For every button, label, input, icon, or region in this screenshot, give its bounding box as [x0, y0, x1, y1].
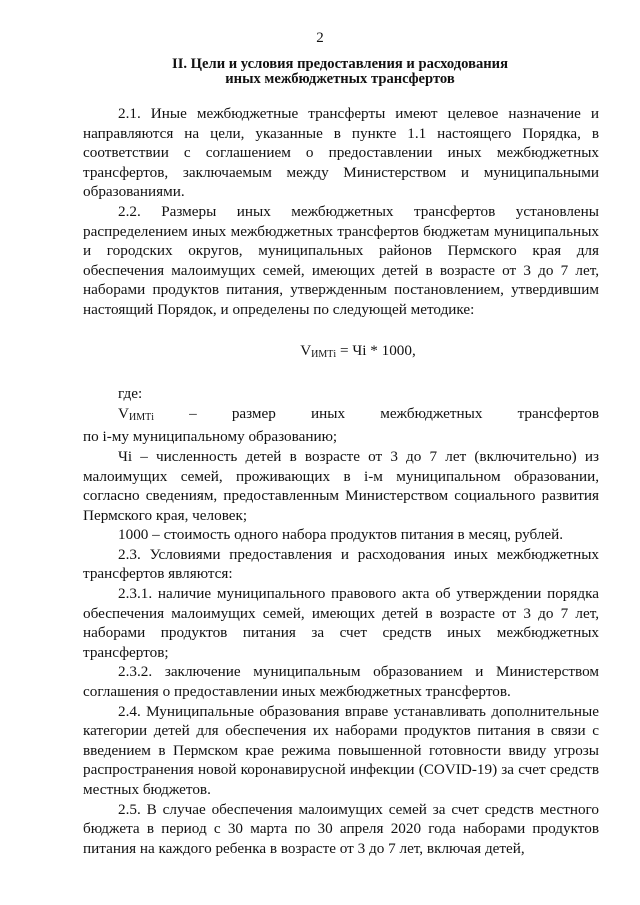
section-title-line-1: II. Цели и условия предоставления и расходования: [172, 56, 508, 72]
section-title: [90, 57, 590, 87]
definition-v-word: межбюджетных: [380, 404, 483, 422]
paragraph-2-1: 2.1. Иные межбюджетные трансферты имеют целевое назначение и направляются на цели, указанные в пункте 1.1 настоящего Порядка, в соответствии с соглашением о предоставлении иных межбюджетных трансфертов, заключаемым между Министерством и муниципальными образованиями.: [83, 105, 599, 201]
definition-v-continuation: по i-му муниципальному образованию;: [83, 428, 338, 446]
definition-ch: Чi – численность детей в возрасте от 3 до 7 лет (включительно) из малоимущих семей, проживающих в i-м муниципальном образовании, согласно сведениям, предоставленным Министерством социального развития Пермского края, человек;: [83, 447, 599, 524]
definition-v-word: размер: [231, 404, 276, 422]
paragraph-2-2: 2.2. Размеры иных межбюджетных трансфертов установлены распределением иных межбюджетных трансфертов бюджетам муниципальных и городских округов, муниципальных районов Пермского края для обеспечения малоимущих семей, имеющих детей в возрасте от 3 до 7 лет, наборами продуктов питания, утвержденным постановлением, утвердившим настоящий Порядок, и определены по следующей методике:: [83, 202, 599, 318]
section-title-line-2: иных межбюджетных трансфертов: [225, 71, 455, 87]
formula-expression: = Чi * 1000,: [336, 341, 416, 359]
where-label: где:: [118, 385, 143, 403]
definition-1000: 1000 – стоимость одного набора продуктов питания в месяц, рублей.: [118, 526, 564, 544]
page-number: 2: [316, 30, 324, 46]
formula-subscript: ИМТi: [311, 348, 337, 360]
paragraph-2-3: 2.3. Условиями предоставления и расходования иных межбюджетных трансфертов являются:: [83, 545, 599, 583]
document-body: [83, 104, 599, 858]
definition-v: [83, 404, 599, 447]
definition-v-line: [83, 404, 599, 428]
definition-v-word: трансфертов: [517, 404, 599, 422]
paragraph-2-3-1: 2.3.1. наличие муниципального правового акта об утверждении порядка обеспечения малоимущих семей, имеющих детей в возрасте от 3 до 7 лет, наборами продуктов питания за счет средств иных межбюджетных трансфертов;: [83, 585, 599, 661]
paragraph-2-4: 2.4. Муниципальные образования вправе устанавливать дополнительные категории детей для обеспечения их наборами продуктов питания в связи с введением в Пермском крае режима повышенной готовности ввиду угрозы распространения новой коронавирусной инфекции (COVID-19) за счет средств местных бюджетов.: [83, 702, 599, 798]
definition-v-dash: –: [189, 404, 197, 422]
definition-v-word: иных: [311, 404, 346, 422]
formula-symbol: V: [300, 341, 312, 359]
definition-v-symbol: $V_{ИМТi}$: [118, 404, 154, 423]
paragraph-2-3-2: 2.3.2. заключение муниципальным образованием и Министерством соглашения о предоставлении иных межбюджетных трансфертов.: [83, 663, 599, 701]
paragraph-2-5: 2.5. В случае обеспечения малоимущих семей за счет средств местного бюджета в период с 30 марта по 30 апреля 2020 года наборами продуктов питания на каждого ребенка в возрасте от 3 до 7 лет, включая детей,: [83, 800, 599, 857]
formula: [83, 341, 599, 365]
